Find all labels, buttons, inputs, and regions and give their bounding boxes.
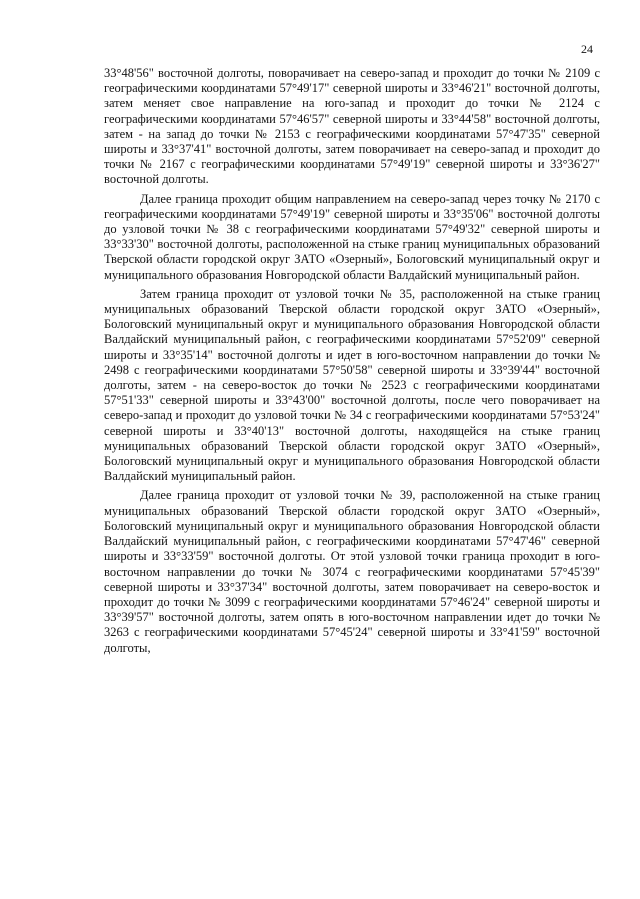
paragraph-continuation: 33°48'56" восточной долготы, поворачивает на северо-запад и проходит до точки № 2109 с географическими координатами 57°49'17" северной широты и 33°46'21" восточной долготы, затем меняет свое направление на юго-запад и проходит до точки № 2124 с географическими координатами 57°46'57" северной широты и 33°44'58" восточной долготы, затем - на запад до точки № 2153 с географическими координатами 57°47'35" северной широты и 33°37'41" восточной долготы, затем поворачивает на северо-запад и проходит до точки № 2167 с географическими координатами 57°49'19" северной широты и 33°36'27" восточной долготы. — [104, 66, 600, 187]
paragraph-boundary-node-39: Далее граница проходит от узловой точки № 39, расположенной на стыке границ муниципальных образований Тверской области городской округ ЗАТО «Озерный», Бологовский муниципальный округ и муниципального образования Новгородской области Валдайский муниципальный район, с географическими координатами 57°47'46" северной широты и 33°33'59" восточной долготы. От этой узловой точки граница проходит в юго-восточном направлении до точки № 3074 с географическими координатами 57°45'39" северной широты и 33°37'34" восточной долготы, затем поворачивает на северо-восток и проходит до точки № 3099 с географическими координатами 57°46'24" северной широты и 33°39'57" восточной долготы, затем опять в юго-восточном направлении идет до точки № 3263 с географическими координатами 57°45'24" северной широты и 33°41'59" восточной долготы, — [104, 488, 600, 655]
document-body — [104, 66, 600, 656]
page-number: 24 — [581, 42, 593, 56]
paragraph-boundary-node-35: Затем граница проходит от узловой точки № 35, расположенной на стыке границ муниципальных образований Тверской области городской округ ЗАТО «Озерный», Бологовский муниципальный округ и муниципального образования Новгородской области Валдайский муниципальный район, с географическими координатами 57°52'09" северной широты и 33°35'14" восточной долготы и идет в юго-восточном направлении до точки № 2498 с географическими координатами 57°50'58" северной широты и 33°39'44" восточной долготы, затем - на северо-восток до точки № 2523 с географическими координатами 57°51'33" северной широты и 33°43'00" восточной долготы, после чего поворачивает на северо-запад и проходит до узловой точки № 34 с географическими координатами 57°53'24" северной широты и 33°40'13" восточной долготы, находящейся на стыке границ муниципальных образований Тверской области городской округ ЗАТО «Озерный», Бологовский муниципальный округ и муниципального образования Новгородской области Валдайский муниципальный район. — [104, 286, 600, 484]
paragraph-boundary-northwest: Далее граница проходит общим направлением на северо-запад через точку № 2170 с географическими координатами 57°49'19" северной широты и 33°35'06" восточной долготы до узловой точки № 38 с географическими координатами 57°49'32" северной широты и 33°33'30" восточной долготы, расположенной на стыке границ муниципальных образований Тверской области городской округ ЗАТО «Озерный», Бологовский муниципальный округ и муниципального образования Новгородской области Валдайский муниципальный район. — [104, 191, 600, 282]
